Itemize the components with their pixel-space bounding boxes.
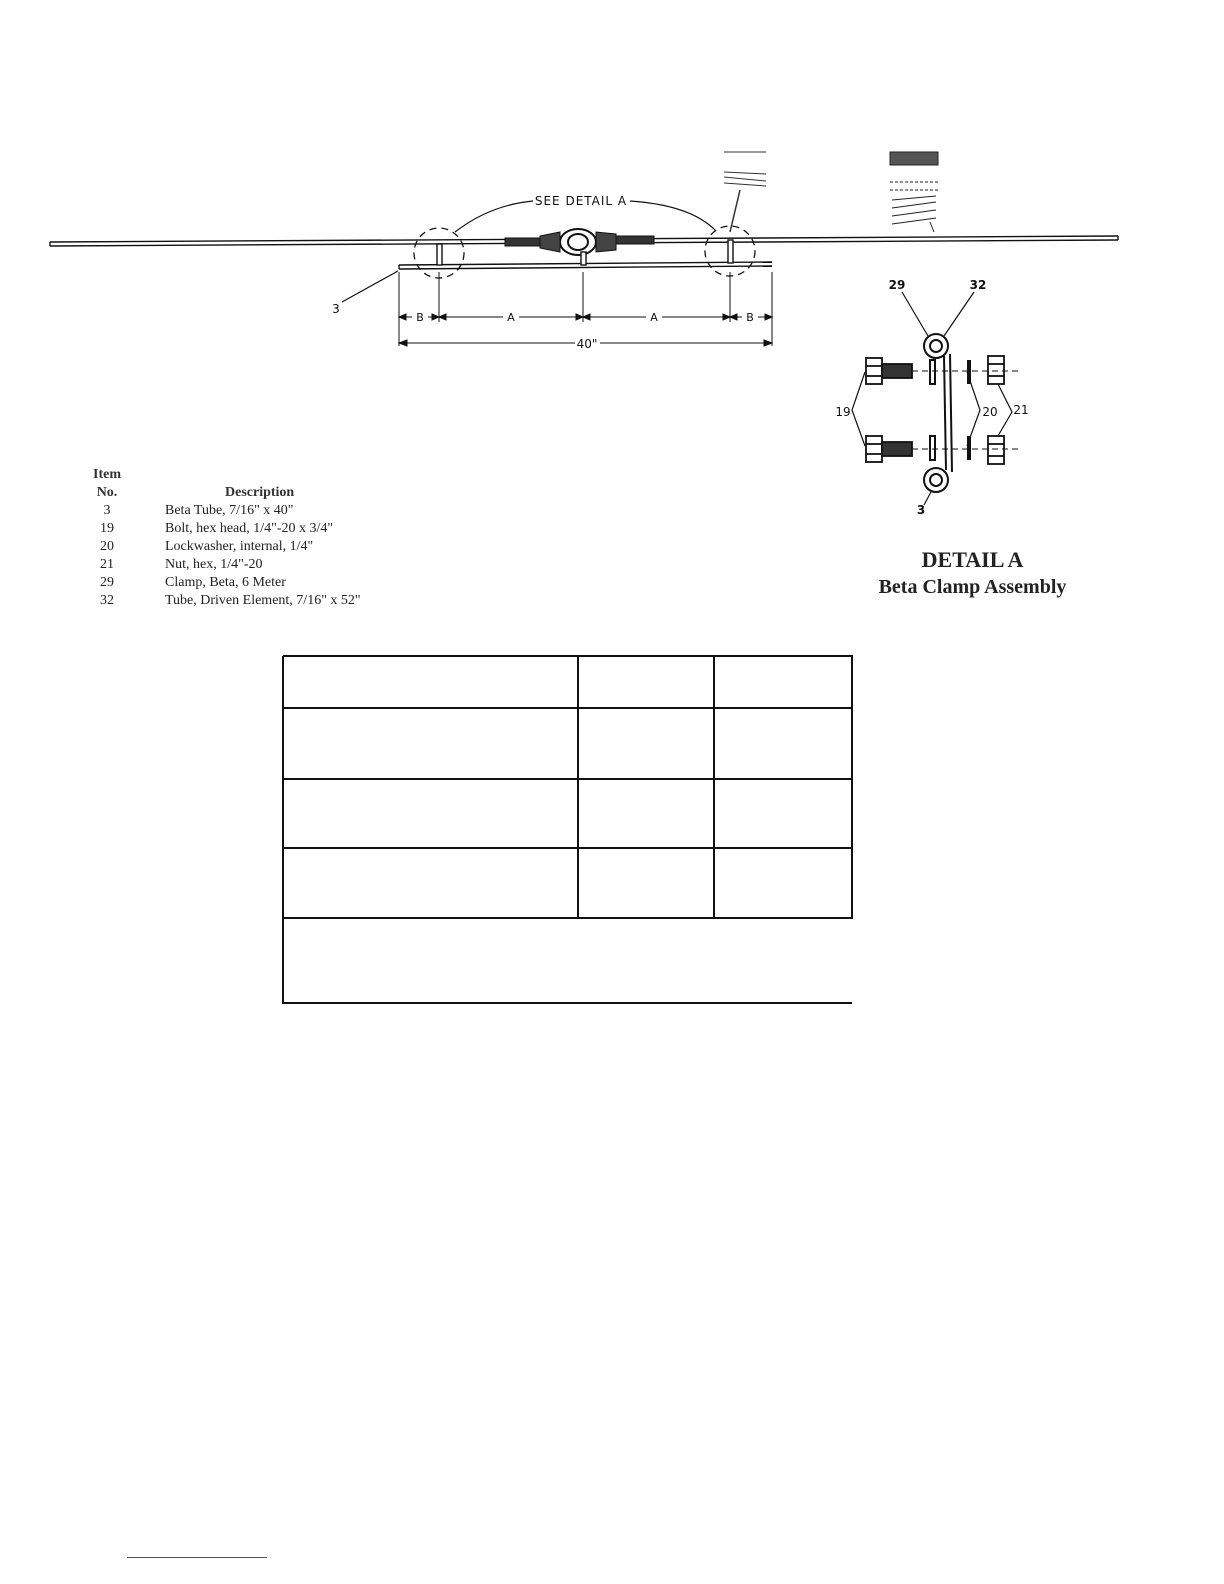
washer-near-icon bbox=[930, 360, 935, 460]
part-number: 3 bbox=[103, 503, 111, 518]
detail-a-subtitle: Beta Clamp Assembly bbox=[878, 576, 1067, 598]
inset-fragment-right bbox=[890, 152, 938, 232]
parts-list bbox=[90, 466, 510, 610]
part-number: 20 bbox=[100, 539, 114, 554]
clamp-29 bbox=[924, 334, 952, 492]
parts-row bbox=[90, 556, 510, 574]
callout-29: 29 bbox=[888, 278, 906, 292]
parts-header-row-2 bbox=[90, 484, 510, 502]
callout-3: 3 bbox=[916, 503, 926, 517]
part-description: Tube, Driven Element, 7/16" x 52" bbox=[165, 593, 361, 608]
part-number: 21 bbox=[100, 557, 114, 572]
item-3-leader bbox=[342, 271, 398, 302]
header-description: Description bbox=[225, 485, 295, 500]
header-item: Item bbox=[93, 467, 121, 482]
empty-dimension-table bbox=[282, 655, 854, 1005]
part-description: Bolt, hex head, 1/4"-20 x 3/4" bbox=[165, 521, 334, 536]
parts-row bbox=[90, 520, 510, 538]
callout-20: 20 bbox=[982, 405, 998, 419]
part-description: Beta Tube, 7/16" x 40" bbox=[165, 503, 294, 518]
part-description: Clamp, Beta, 6 Meter bbox=[165, 575, 286, 590]
part-description: Lockwasher, internal, 1/4" bbox=[165, 539, 314, 554]
header-no: No. bbox=[96, 485, 118, 500]
parts-row bbox=[90, 538, 510, 556]
dim-a-right: A bbox=[650, 311, 658, 324]
dim-b-left: B bbox=[416, 311, 424, 324]
bolt-19-icon bbox=[866, 358, 912, 462]
callout-19: 19 bbox=[835, 405, 851, 419]
part-number: 29 bbox=[100, 575, 114, 590]
parts-header-row-1 bbox=[90, 466, 510, 484]
dimension-lines bbox=[399, 272, 772, 346]
lockwasher-20-icon bbox=[967, 360, 971, 460]
item-3-callout: 3 bbox=[332, 302, 340, 316]
see-detail-label: SEE DETAIL A bbox=[534, 194, 628, 208]
parts-row bbox=[90, 574, 510, 592]
dim-b-right: B bbox=[746, 311, 754, 324]
dim-a-left: A bbox=[507, 311, 515, 324]
part-number: 19 bbox=[100, 521, 114, 536]
part-description: Nut, hex, 1/4"-20 bbox=[165, 557, 263, 572]
footer-link-rule bbox=[127, 1557, 267, 1558]
parts-row bbox=[90, 502, 510, 520]
detail-a-title: DETAIL A bbox=[921, 547, 1024, 572]
parts-row bbox=[90, 592, 510, 610]
detail-a-drawing bbox=[830, 270, 1090, 520]
callout-32: 32 bbox=[969, 278, 987, 292]
callout-21: 21 bbox=[1013, 403, 1029, 417]
inset-fragment-left bbox=[724, 152, 766, 232]
part-number: 32 bbox=[100, 593, 114, 608]
detail-a-title-block bbox=[840, 546, 1105, 600]
dim-overall: 40" bbox=[576, 337, 598, 351]
center-insulator bbox=[505, 229, 654, 255]
